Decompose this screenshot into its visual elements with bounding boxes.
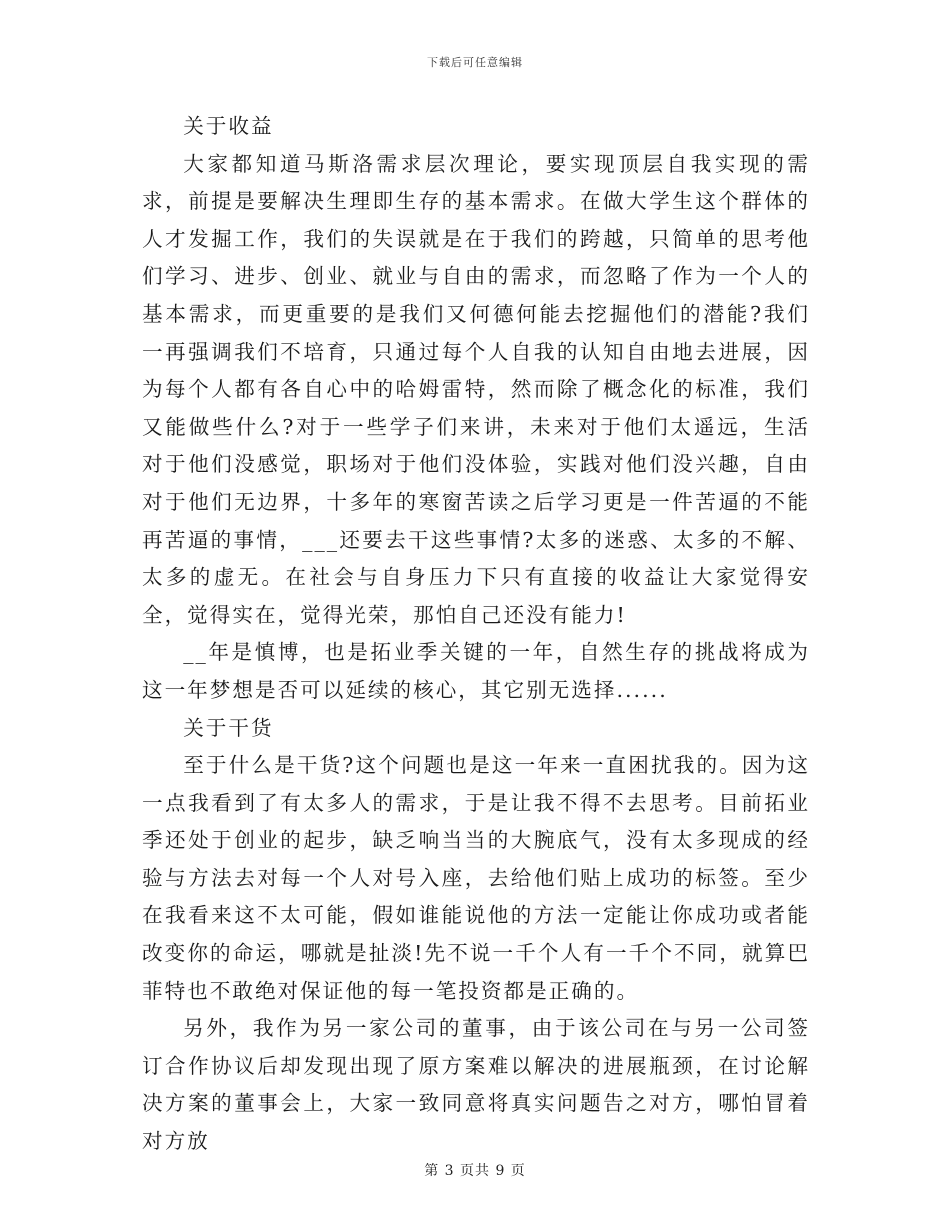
- paragraph: 大家都知道马斯洛需求层次理论，要实现顶层自我实现的需求，前提是要解决生理即生存的基本需求。在做大学生这个群体的人才发掘工作，我们的失误就是在于我们的跨越，只简单的思考他们学习、进步、创业、就业与自由的需求，而忽略了作为一个人的基本需求，而更重要的是我们又何德何能去挖掘他们的潜能?我们一再强调我们不培育，只通过每个人自我的认知自由地去进展，因为每个人都有各自心中的哈姆雷特，然而除了概念化的标准，我们又能做些什么?对于一些学子们来讲，未来对于他们太遥远，生活对于他们没感觉，职场对于他们没体验，实践对他们没兴趣，自由对于他们无边界，十多年的寒窗苦读之后学习更是一件苦逼的不能再苦逼的事情，___还要去干这些事情?太多的迷惑、太多的不解、太多的虚无。在社会与自身压力下只有直接的收益让大家觉得安全，觉得实在，觉得光荣，那怕自己还没有能力!: [142, 151, 810, 627]
- document-body: [142, 108, 810, 1161]
- page-number: 第 3 页共 9 页: [424, 1163, 526, 1179]
- paragraph: 至于什么是干货?这个问题也是这一年来一直困扰我的。因为这一点我看到了有太多人的需求，于是让我不得不去思考。目前拓业季还处于创业的起步，缺乏响当当的大腕底气，没有太多现成的经验与方法去对每一个人对号入座，去给他们贴上成功的标签。至少在我看来这不太可能，假如谁能说他的方法一定能让你成功或者能改变你的命运，哪就是扯淡!先不说一千个人有一千个不同，就算巴菲特也不敢绝对保证他的每一笔投资都是正确的。: [142, 753, 810, 1003]
- page-header: 下载后可任意编辑: [427, 56, 523, 69]
- paragraph: __年是慎博，也是拓业季关键的一年，自然生存的挑战将成为这一年梦想是否可以延续的核心，其它别无选择......: [142, 640, 810, 702]
- section-heading-income: 关于收益: [183, 114, 274, 138]
- section-heading-dry-goods: 关于干货: [183, 715, 274, 740]
- paragraph: 另外，我作为另一家公司的董事，由于该公司在与另一公司签订合作协议后却发现出现了原方案难以解决的进展瓶颈，在讨论解决方案的董事会上，大家一致同意将真实问题告之对方，哪怕冒着对方放: [142, 1016, 810, 1154]
